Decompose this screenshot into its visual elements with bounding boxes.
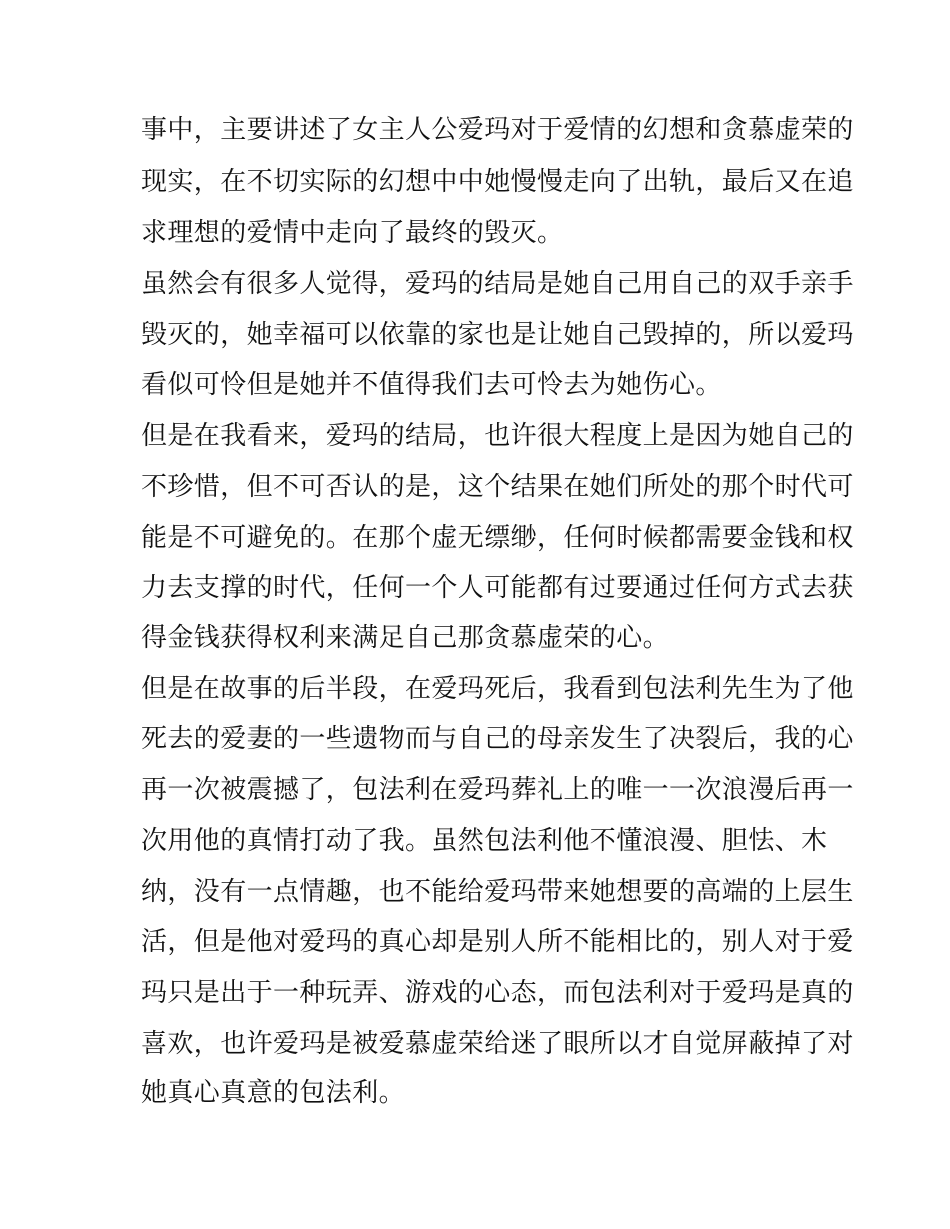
text-line: 活，但是他对爱玛的真心却是别人所不能相比的，别人对于爱 [141, 927, 854, 957]
text-line: 得金钱获得权利来满足自己那贪慕虚荣的心。 [141, 623, 670, 653]
text-line: 玛只是出于一种玩弄、游戏的心态，而包法利对于爱玛是真的 [141, 978, 854, 1008]
text-line: 喜欢，也许爱玛是被爱慕虚荣给迷了眼所以才自觉屏蔽掉了对 [141, 1029, 854, 1059]
text-line: 看似可怜但是她并不值得我们去可怜去为她伤心。 [141, 370, 722, 400]
text-line: 毁灭的，她幸福可以依靠的家也是让她自己毁掉的，所以爱玛 [141, 320, 854, 350]
text-line: 再一次被震撼了，包法利在爱玛葬礼上的唯一一次浪漫后再一 [141, 775, 854, 805]
text-line: 现实，在不切实际的幻想中中她慢慢走向了出轨，最后又在追 [141, 167, 854, 197]
text-line: 但是在我看来，爱玛的结局，也许很大程度上是因为她自己的 [141, 421, 854, 451]
text-line: 次用他的真情打动了我。虽然包法利他不懂浪漫、胆怯、木 [141, 826, 828, 856]
text-line: 事中，主要讲述了女主人公爱玛对于爱情的幻想和贪慕虚荣的 [141, 115, 854, 145]
text-line: 但是在故事的后半段，在爱玛死后，我看到包法利先生为了他 [141, 674, 854, 704]
text-line: 纳，没有一点情趣，也不能给爱玛带来她想要的高端的上层生 [141, 877, 854, 907]
text-line: 不珍惜，但不可否认的是，这个结果在她们所处的那个时代可 [141, 472, 854, 502]
text-line: 虽然会有很多人觉得，爱玛的结局是她自己用自己的双手亲手 [141, 269, 854, 299]
text-line: 能是不可避免的。在那个虚无缥缈，任何时候都需要金钱和权 [141, 523, 854, 553]
text-line: 死去的爱妻的一些遗物而与自己的母亲发生了决裂后，我的心 [141, 724, 854, 754]
text-line: 力去支撑的时代，任何一个人可能都有过要通过任何方式去获 [141, 573, 854, 603]
text-line: 她真心真意的包法利。 [141, 1078, 406, 1108]
text-line: 求理想的爱情中走向了最终的毁灭。 [141, 218, 564, 248]
